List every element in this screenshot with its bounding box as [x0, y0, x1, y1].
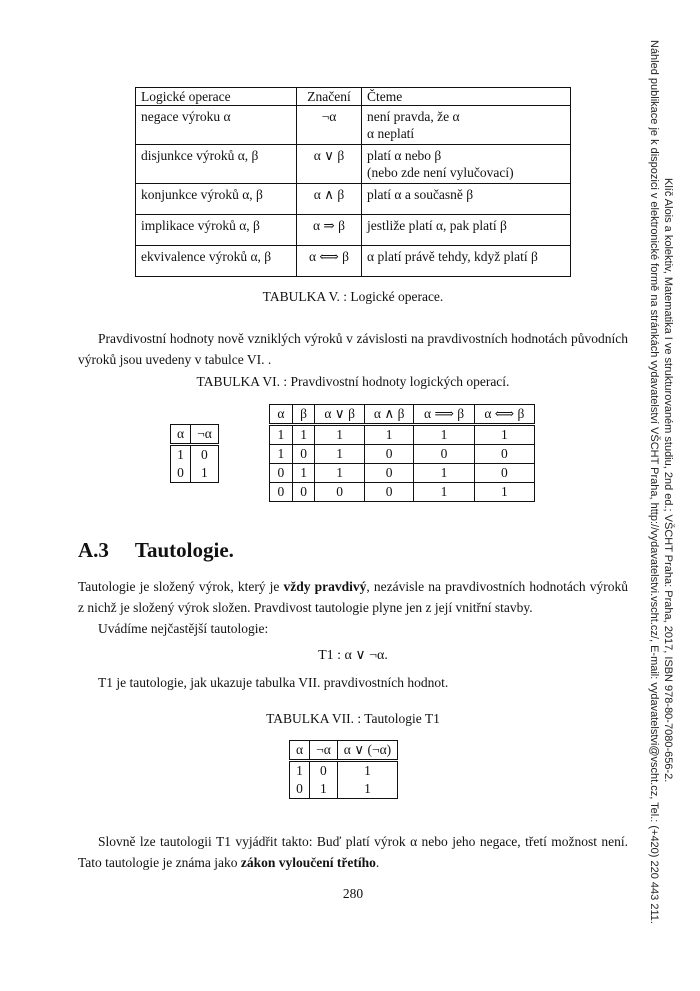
table-row [290, 761, 398, 781]
table-cell: α ∧ β [297, 184, 362, 215]
table-cell: negace výroku α [136, 106, 297, 145]
table-caption: TABULKA VII. : Tautologie T1 [266, 711, 440, 726]
table-cell: α ∨ β [297, 145, 362, 184]
table-cell: 0 [364, 464, 414, 483]
table-header: α ∨ (¬α) [337, 741, 397, 761]
table-cell: 0 [292, 445, 315, 464]
table-cell: 0 [364, 483, 414, 502]
table-header: Logické operace [136, 88, 297, 106]
table-cell: 1 [337, 780, 397, 799]
table-cell: 1 [290, 761, 310, 781]
text-run: Slovně lze tautologii T1 vyjádřit takto: Buď platí výrok α nebo jeho negace, třetí možnost není. Tato tautologie je známa jako [78, 834, 628, 870]
publication-notice [647, 40, 675, 924]
paragraph: T1 je tautologie, jak ukazuje tabulka VII. pravdivostních hodnot. [98, 675, 449, 690]
table-cell: 1 [292, 425, 315, 445]
table-cell: 1 [310, 780, 338, 799]
table-cell: α ⟺ β [297, 246, 362, 277]
cell-line: (nebo zde není vylučovací) [367, 165, 514, 180]
table-row [136, 184, 571, 215]
table-cell: 0 [191, 445, 219, 465]
table-header: α ∧ β [364, 405, 414, 425]
table-row [270, 445, 535, 464]
table-cell: 1 [315, 464, 365, 483]
table-cell: konjunkce výroků α, β [136, 184, 297, 215]
table-cell: 0 [292, 483, 315, 502]
table-row [136, 215, 571, 246]
table-header: ¬α [191, 425, 219, 445]
text-run: Tautologie je složený výrok, který je [78, 579, 284, 594]
cell-line: jestliže platí α, pak platí β [367, 218, 507, 233]
table-cell: 1 [474, 483, 534, 502]
table-cell [362, 246, 571, 277]
table-cell: 0 [474, 445, 534, 464]
table-cell [362, 145, 571, 184]
table-cell: 0 [171, 464, 191, 483]
table-cell: 1 [414, 483, 474, 502]
paragraph [78, 576, 628, 618]
table-cell: 0 [364, 445, 414, 464]
text-run: . [375, 855, 380, 870]
table-header: α ⟹ β [414, 405, 474, 425]
table-cell: 1 [414, 425, 474, 445]
table-header: α [270, 405, 293, 425]
table-row [270, 483, 535, 502]
table-cell: ekvivalence výroků α, β [136, 246, 297, 277]
section-heading [78, 538, 234, 563]
table-header: Značení [297, 88, 362, 106]
cell-line: platí α nebo β [367, 148, 442, 163]
cell-line: α platí právě tehdy, když platí β [367, 249, 538, 264]
table-cell: 1 [191, 464, 219, 483]
table-cell: 0 [270, 483, 293, 502]
table-cell [362, 184, 571, 215]
table-cell: 0 [310, 761, 338, 781]
table-cell: 0 [474, 464, 534, 483]
table-row [171, 445, 219, 465]
paragraph: Pravdivostní hodnoty nově vzniklých výroků v závislosti na pravdivostních hodnotách původních výroků jsou uvedeny v tabulce VI. . [78, 331, 628, 367]
table-row [136, 246, 571, 277]
table-header-row [270, 405, 535, 425]
operations-truth-table [269, 404, 535, 502]
table-header: ¬α [310, 741, 338, 761]
table-cell: 1 [270, 425, 293, 445]
table-cell [362, 106, 571, 145]
table-header: α [171, 425, 191, 445]
table-cell: 0 [290, 780, 310, 799]
table-cell: disjunkce výroků α, β [136, 145, 297, 184]
table-cell: 1 [171, 445, 191, 465]
table-header: Čteme [362, 88, 571, 106]
negation-truth-table [170, 424, 219, 483]
cell-line: platí α a současně β [367, 187, 474, 202]
table-row [270, 464, 535, 483]
cell-line: není pravda, že α [367, 109, 460, 124]
table-cell [362, 215, 571, 246]
notice-line: Klíč Alois a kolektiv, Matematika I ve strukturovaném studiu, 2nd ed.; VŠCHT Praha: Praha, 2017, ISBN 978-80-7080-656-2. [662, 178, 674, 783]
table-cell: 1 [315, 425, 365, 445]
table-header-row [171, 425, 219, 445]
paragraph [78, 831, 628, 873]
table-row [270, 425, 535, 445]
table-cell: 1 [292, 464, 315, 483]
table-cell: 1 [364, 425, 414, 445]
table-cell: 0 [414, 445, 474, 464]
table-header: α ∨ β [315, 405, 365, 425]
table-cell: implikace výroků α, β [136, 215, 297, 246]
table-row [136, 145, 571, 184]
notice-line: Náhled publikace je k dispozici v elektronické formě na stránkách vydavatelství VŠCHT Praha, http://vydavatelstvi.vscht.cz/, E-mail: vydavatelstvi@vscht.cz, Tel.: (+420) 220 443 211. [648, 40, 660, 924]
table-cell: 1 [414, 464, 474, 483]
table-header-row [136, 88, 571, 106]
table-row [136, 106, 571, 145]
table-cell: 1 [337, 761, 397, 781]
table-cell: ¬α [297, 106, 362, 145]
page-number: 280 [342, 886, 364, 901]
table-caption: TABULKA V. : Logické operace. [262, 289, 444, 304]
cell-line: α neplatí [367, 126, 415, 141]
paragraph: Uvádíme nejčastější tautologie: [98, 621, 269, 636]
table-header: α ⟺ β [474, 405, 534, 425]
table-header: α [290, 741, 310, 761]
table-header: β [292, 405, 315, 425]
table-cell: 1 [315, 445, 365, 464]
table-cell: 1 [270, 445, 293, 464]
table-cell: 0 [315, 483, 365, 502]
section-title: Tautologie. [134, 538, 234, 562]
emphasis-text: vždy pravdivý [283, 579, 367, 594]
table-cell: 1 [474, 425, 534, 445]
section-number: A.3 [78, 538, 109, 562]
table-row [171, 464, 219, 483]
tautology-truth-table [289, 740, 398, 799]
table-cell: α ⇒ β [297, 215, 362, 246]
table-row [290, 780, 398, 799]
table-caption: TABULKA VI. : Pravdivostní hodnoty logických operací. [196, 374, 510, 389]
formula: T1 : α ∨ ¬α. [318, 648, 388, 663]
emphasis-text: zákon vyloučení třetího [240, 855, 376, 870]
logic-operations-table [135, 87, 571, 277]
table-cell: 0 [270, 464, 293, 483]
text-run: , nezávisle na pravdivostních hodnotách výroků z nichž je složený výrok složen. Pravdivost tautologie plyne jen z její vnitřní stavby. [78, 579, 629, 615]
table-header-row [290, 741, 398, 761]
